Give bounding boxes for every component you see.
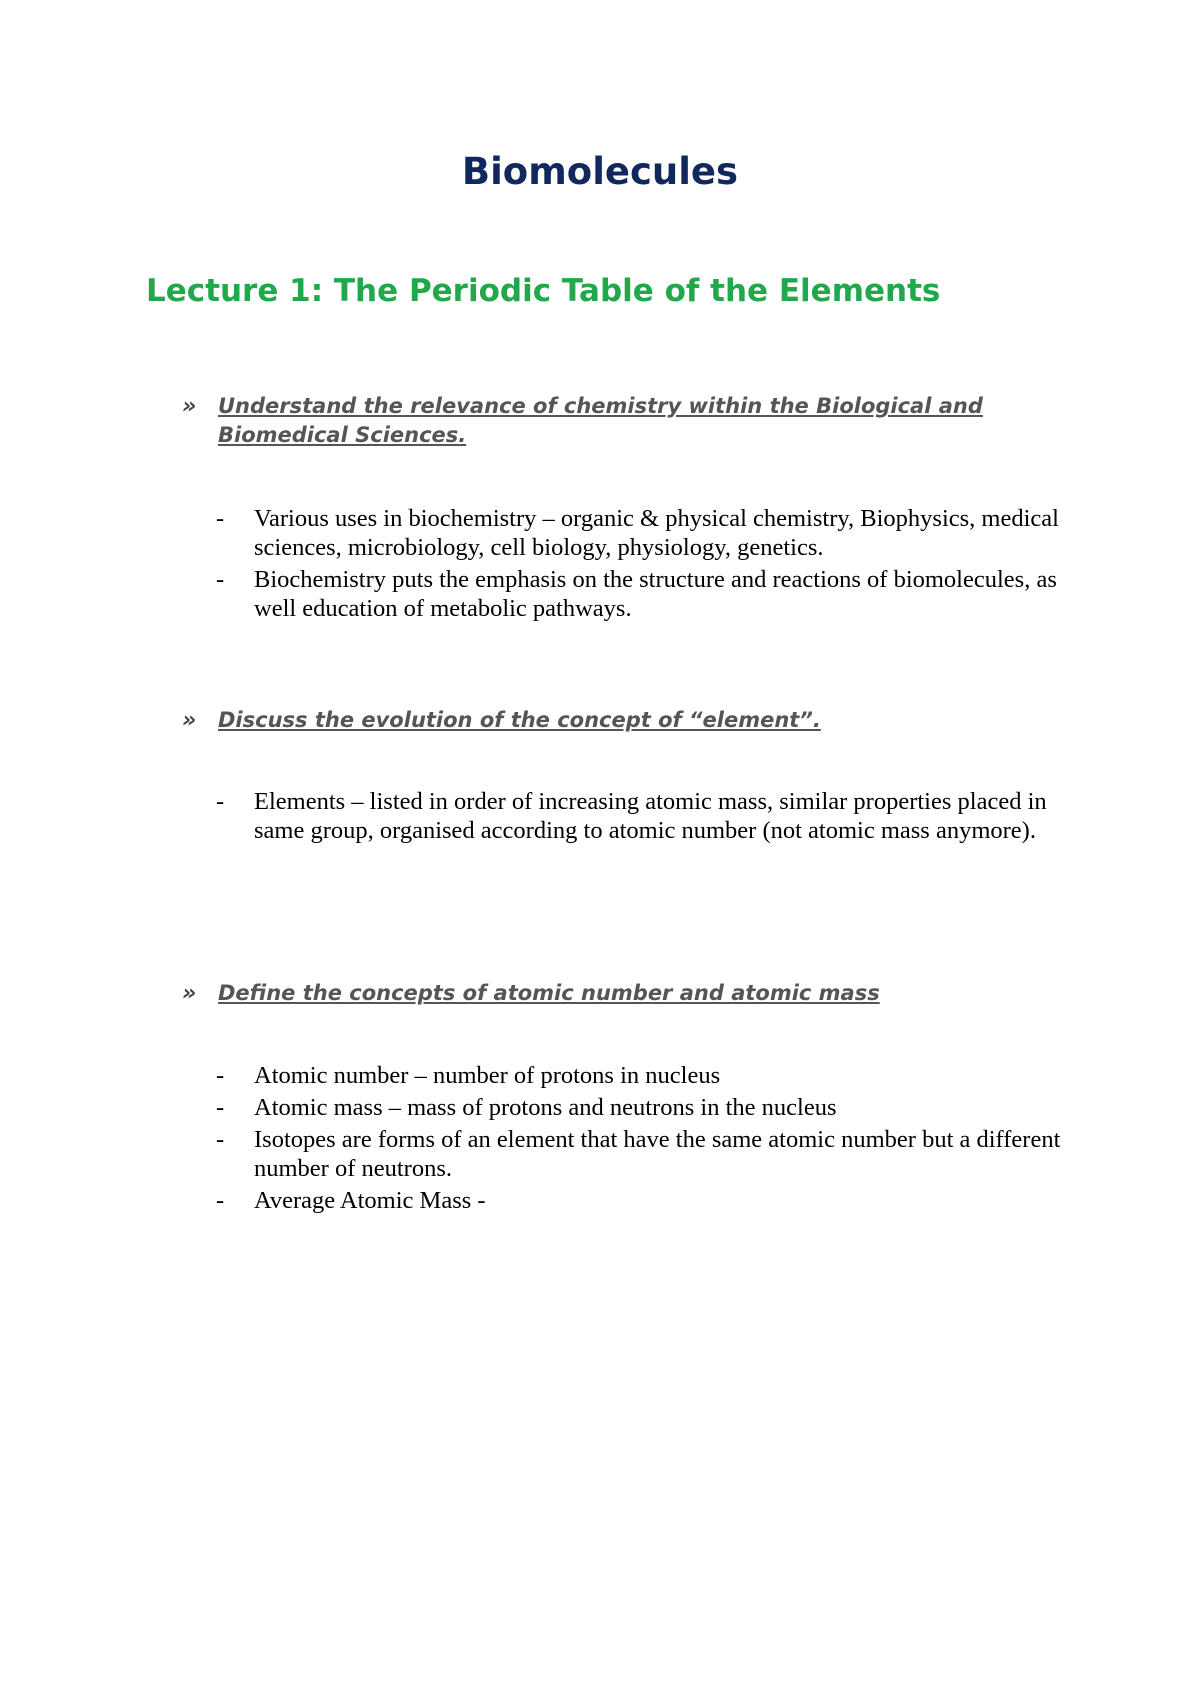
dash-marker: - xyxy=(216,1094,225,1121)
list-item-text: Various uses in biochemistry – organic & physical chemistry, Biophysics, medical sciences, microbiology, cell biology, physiology, genetics. xyxy=(254,505,1059,561)
list-item-text: Elements – listed in order of increasing atomic mass, similar properties placed in same group, organised according to atomic number (not atomic mass anymore). xyxy=(254,788,1047,844)
list-item-text: Atomic number – number of protons in nucleus xyxy=(254,1062,721,1089)
list-item-text: Average Atomic Mass - xyxy=(254,1187,486,1214)
list-item xyxy=(216,1061,1076,1090)
bullet-marker: » xyxy=(182,981,197,1006)
list-item xyxy=(216,1125,1076,1183)
list-item xyxy=(216,1186,1076,1215)
dash-marker: - xyxy=(216,505,225,532)
list-item-text: Atomic mass – mass of protons and neutrons in the nucleus xyxy=(254,1094,837,1121)
dash-marker: - xyxy=(216,1187,225,1214)
bullet-list-3 xyxy=(216,1061,1076,1218)
objective-text: Define the concepts of atomic number and atomic mass xyxy=(218,981,880,1005)
objective-text: Understand the relevance of chemistry within the Biological and Biomedical Sciences. xyxy=(218,394,983,447)
bullet-list-1 xyxy=(216,504,1076,626)
list-item xyxy=(216,1093,1076,1122)
dash-marker: - xyxy=(216,1062,225,1089)
list-item-text: Isotopes are forms of an element that have the same atomic number but a different number of neutrons. xyxy=(254,1126,1061,1182)
bullet-marker: » xyxy=(182,708,197,733)
bullet-list-2 xyxy=(216,787,1076,848)
page-title: Biomolecules xyxy=(461,150,739,193)
dash-marker: - xyxy=(216,1126,225,1153)
dash-marker: - xyxy=(216,566,225,593)
lecture-heading: Lecture 1: The Periodic Table of the Elements xyxy=(146,273,941,309)
list-item xyxy=(216,787,1076,845)
objective-text: Discuss the evolution of the concept of “element”. xyxy=(218,708,821,732)
list-item-text: Biochemistry puts the emphasis on the structure and reactions of biomolecules, as well education of metabolic pathways. xyxy=(254,566,1057,622)
list-item xyxy=(216,504,1076,562)
dash-marker: - xyxy=(216,788,225,815)
bullet-marker: » xyxy=(182,394,197,419)
list-item xyxy=(216,565,1076,623)
